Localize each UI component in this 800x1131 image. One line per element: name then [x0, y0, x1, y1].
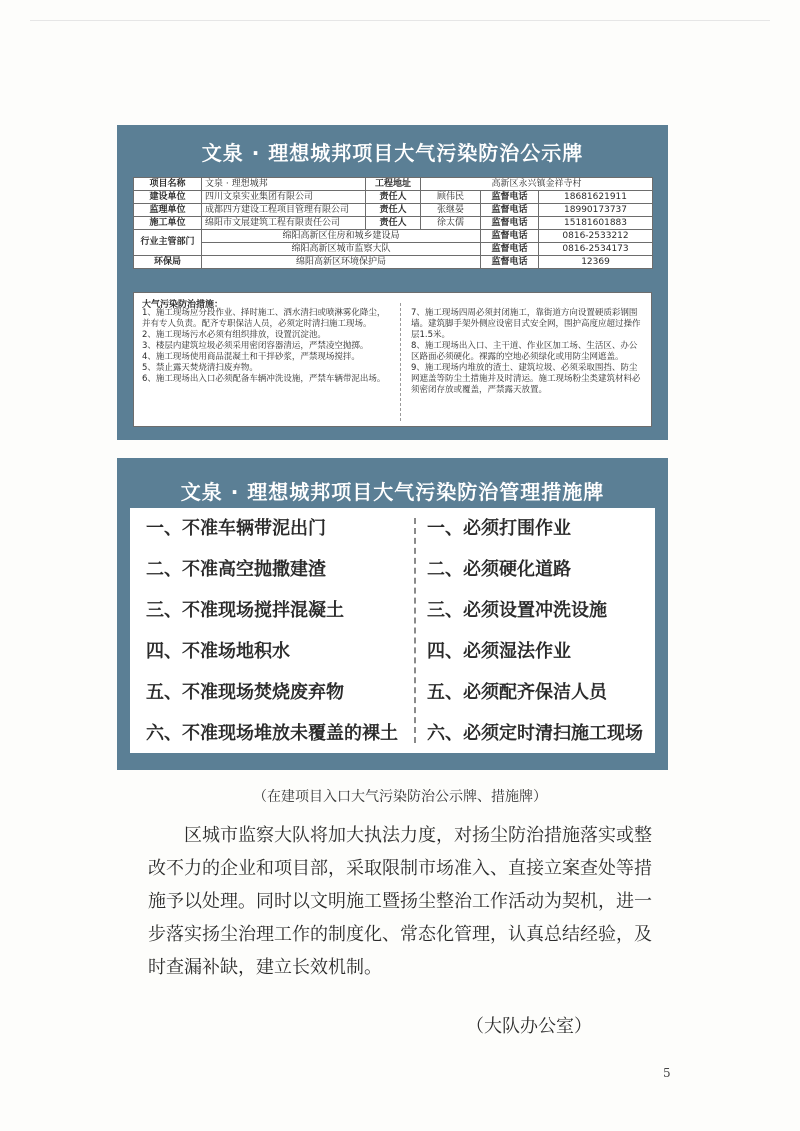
measure-item: 2、施工现场污水必须有组织排放，设置沉淀池。 [142, 330, 326, 340]
row-label: 监理单位 [134, 204, 202, 217]
supervisor-unit: 绵阳高新区住房和城乡建设局 [202, 230, 481, 243]
row-unit: 成都四方建设工程项目管理有限公司 [202, 204, 366, 217]
measure-item: 9、施工现场内堆放的渣土、建筑垃圾、必须采取围挡、防尘网遮盖等防尘土措施并及时清运。施工现场粉尘类建筑材料必须密闭存放或覆盖，严禁露天放置。 [411, 363, 641, 395]
row-person: 顾伟民 [421, 191, 481, 204]
row-phone: 18990173737 [539, 204, 653, 217]
env-unit: 绵阳高新区环境保护局 [202, 256, 481, 269]
measures-board-title: 文泉 · 理想城邦项目大气污染防治管理措施牌 [180, 480, 605, 504]
requirement-item: 六、必须定时清扫施工现场 [427, 723, 643, 744]
measure-item: 4、施工现场使用商品混凝土和干拌砂浆，严禁现场搅拌。 [142, 352, 360, 362]
row-phone: 15181601883 [539, 217, 653, 230]
measures-list-right [411, 308, 645, 396]
project-info-table [133, 177, 653, 269]
measure-item: 5、禁止露天焚烧清扫废弃物。 [142, 363, 258, 373]
requirement-item: 四、必须湿法作业 [427, 641, 571, 662]
row-phone-label: 监督电话 [481, 217, 539, 230]
env-phone-label: 监督电话 [481, 256, 539, 269]
row-person-label: 责任人 [366, 217, 421, 230]
supervisor-phone: 0816-2533212 [539, 230, 653, 243]
row-phone-label: 监督电话 [481, 191, 539, 204]
row-person-label: 责任人 [366, 191, 421, 204]
table-row [134, 243, 653, 256]
table-row [134, 256, 653, 269]
requirement-item: 五、必须配齐保洁人员 [427, 682, 607, 703]
measure-item: 1、施工现场应分段作业、择时施工、洒水清扫或喷淋雾化降尘，并有专人负责。配齐专职保洁人员，必须定时清扫施工现场。 [142, 308, 386, 329]
measure-item: 6、施工现场出入口必须配备车辆冲洗设施，严禁车辆带泥出场。 [142, 374, 386, 384]
prohibition-item: 一、不准车辆带泥出门 [146, 518, 326, 539]
project-address-value: 高新区永兴镇金祥寺村 [421, 178, 653, 191]
env-label: 环保局 [134, 256, 202, 269]
measures-list-left [142, 308, 387, 385]
row-label: 建设单位 [134, 191, 202, 204]
project-name-value: 文泉 · 理想城邦 [202, 178, 366, 191]
row-person-label: 责任人 [366, 204, 421, 217]
management-measures-board [117, 458, 668, 770]
rules-box [130, 508, 655, 753]
measures-divider [400, 303, 401, 421]
prohibition-item: 三、不准现场搅拌混凝土 [146, 600, 344, 621]
row-person: 徐太儒 [421, 217, 481, 230]
requirements-list [427, 514, 643, 760]
supervisor-label: 行业主管部门 [134, 230, 202, 256]
photo-caption: （在建项目入口大气污染防治公示牌、措施牌） [253, 789, 547, 805]
supervisor-phone: 0816-2534173 [539, 243, 653, 256]
air-pollution-notice-board [117, 125, 668, 440]
prohibition-item: 五、不准现场焚烧废弃物 [146, 682, 344, 703]
row-unit: 绵阳市文展建筑工程有限责任公司 [202, 217, 366, 230]
prohibition-item: 二、不准高空抛撒建渣 [146, 559, 326, 580]
prohibition-item: 六、不准现场堆放未覆盖的裸土 [146, 723, 398, 744]
requirement-item: 一、必须打围作业 [427, 518, 571, 539]
page-number: 5 [663, 1066, 671, 1080]
row-phone: 18681621911 [539, 191, 653, 204]
project-name-label: 项目名称 [134, 178, 202, 191]
measures-heading: 大气污染防治措施： [142, 300, 224, 310]
requirement-item: 三、必须设置冲洗设施 [427, 600, 607, 621]
measure-item: 8、施工现场出入口、主干道、作业区加工场、生活区、办公区路面必须硬化。裸露的空地必须绿化或用防尘网遮盖。 [411, 341, 638, 362]
body-paragraph: 区城市监察大队将加大执法力度，对扬尘防治措施落实或整改不力的企业和项目部，采取限制市场准入、直接立案查处等措施予以处理。同时以文明施工暨扬尘整治工作活动为契机，进一步落实扬尘治理工作的制度化、常态化管理，认真总结经验，及时查漏补缺，建立长效机制。 [148, 825, 652, 978]
notice-board-title: 文泉 · 理想城邦项目大气污染防治公示牌 [201, 141, 584, 165]
pollution-measures-box [133, 292, 652, 427]
prohibition-item: 四、不准场地积水 [146, 641, 290, 662]
table-row [134, 217, 653, 230]
prohibitions-list [146, 514, 398, 760]
requirement-item: 二、必须硬化道路 [427, 559, 571, 580]
table-row [134, 178, 653, 191]
project-address-label: 工程地址 [366, 178, 421, 191]
measure-item: 3、楼层内建筑垃圾必须采用密闭容器清运，严禁凌空抛掷。 [142, 341, 369, 351]
page-top-rule [30, 20, 770, 21]
supervisor-phone-label: 监督电话 [481, 230, 539, 243]
supervisor-unit: 绵阳高新区城市监察大队 [202, 243, 481, 256]
row-phone-label: 监督电话 [481, 204, 539, 217]
supervisor-phone-label: 监督电话 [481, 243, 539, 256]
measure-item: 7、施工现场四周必须封闭施工，靠街道方向设置硬质彩钢围墙。建筑脚手架外侧应设密目式安全网，围护高度应超过操作层1.5米。 [411, 308, 641, 340]
table-row [134, 191, 653, 204]
table-row [134, 204, 653, 217]
row-unit: 四川文泉实业集团有限公司 [202, 191, 366, 204]
env-phone: 12369 [539, 256, 653, 269]
row-person: 张继晏 [421, 204, 481, 217]
row-label: 施工单位 [134, 217, 202, 230]
table-row [134, 230, 653, 243]
rules-divider [414, 518, 416, 743]
signature: （大队办公室） [466, 1016, 592, 1037]
